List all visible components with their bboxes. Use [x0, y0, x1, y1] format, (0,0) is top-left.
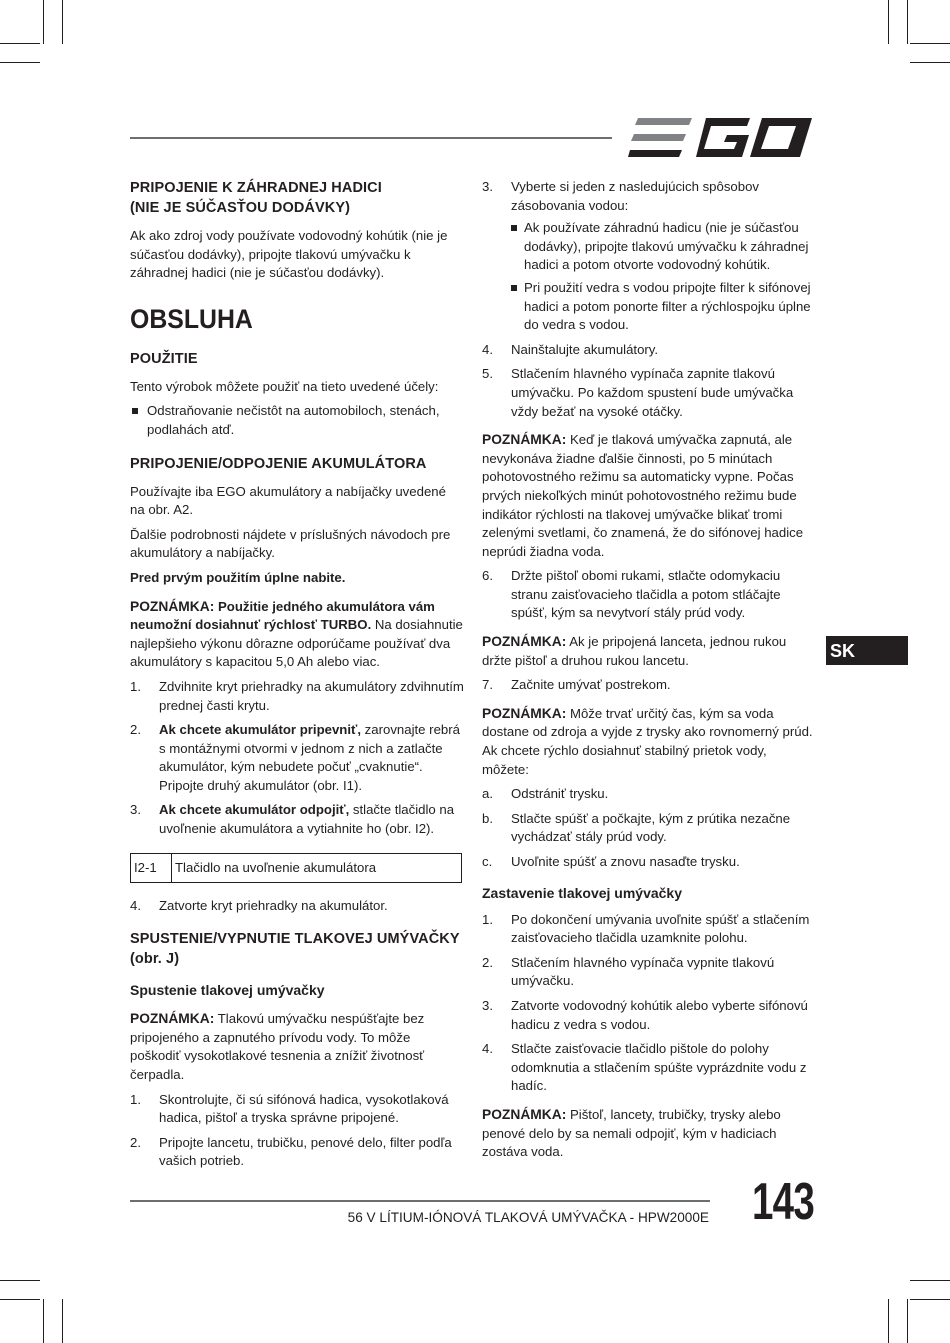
crop-mark	[888, 1299, 889, 1343]
list-item: Ak používate záhradnú hadicu (nie je súčasťou dodávky), pripojte tlakovú umývačku k záhradnej hadici a potom otvorte vodovodný kohútik.	[509, 219, 816, 275]
numbered-list	[482, 911, 816, 1096]
numbered-list	[482, 178, 816, 421]
ego-logo-g	[696, 118, 750, 157]
note-bold: Použitie jedného akumulátora vám neumožní dosiahnuť rýchlosť TURBO.	[130, 598, 435, 633]
crop-mark	[0, 62, 40, 63]
paragraph: Tento výrobok môžete použiť na tieto uvedené účely:	[130, 378, 439, 394]
list-item: 2. Ak chcete akumulátor pripevniť, zarovnajte rebrá s montážnymi otvormi v jednom z nich a zatlačte akumulátor, kým nebudete počuť „cvaknutie“. Pripojte druhý akumulátor (obr. I1).	[130, 722, 460, 793]
paragraph: Ak ako zdroj vody používate vodovodný kohútik (nie je súčasťou dodávky), pripojte tlakovú umývačku k záhradnej hadici (nie je súčasťou dodávky).	[130, 228, 448, 281]
section-title-use: POUŽITIE	[130, 350, 198, 367]
note	[482, 431, 816, 561]
ego-logo-o	[750, 118, 812, 157]
list-item: a. Odstrániť trysku.	[482, 786, 609, 802]
legend-table	[130, 853, 462, 883]
list-item: 3. Vyberte si jeden z nasledujúcich spôsobov zásobovania vodou: Ak používate záhradnú hadicu (nie je súčasťou dodávky), pripojte tlakovú umývačku k záhradnej hadici a potom otvorte vodovodný kohútik. Pri použití vedra s vodou pripojte filter k sifónovej hadici a potom ponorte filter a rýchlospojku úplne do vedra s vodou.	[482, 178, 816, 335]
note	[130, 598, 464, 672]
crop-mark	[43, 1299, 44, 1343]
note	[130, 1010, 464, 1084]
crop-mark	[43, 0, 44, 44]
list-item: Pri použití vedra s vodou pripojte filter k sifónovej hadici a potom ponorte filter a rýchlospojku úplne do vedra s vodou.	[509, 279, 816, 335]
paragraph: Ďalšie podrobnosti nájdete v príslušných návodoch pre akumulátory a nabíjačky.	[130, 526, 451, 561]
crop-mark	[0, 1299, 40, 1300]
note-text: Ak je pripojená lanceta, jednou rukou držte pištoľ a druhou rukou lancetu.	[482, 634, 787, 668]
list-item: c. Uvoľnite spúšť a znovu nasaďte trysku.	[482, 854, 740, 869]
lettered-list	[482, 785, 816, 871]
ego-logo-e	[628, 118, 692, 157]
language-tab: SK	[826, 636, 908, 665]
note-text: Keď je tlaková umývačka zapnutá, ale nevykonáva žiadne ďalšie činnosti, po 5 minútach pohotovostného režimu sa automaticky vypne. Počas prvých niekoľkých minút pohotovostného režimu bude indikátor rýchlosti na tlakovej umývačke blikať tromi zelenými svetlami, čo znamená, že do sifónovej hadice neprúdi žiadna voda.	[482, 432, 804, 559]
note-label: POZNÁMKA:	[482, 634, 567, 650]
crop-mark	[0, 1280, 40, 1281]
table-cell-code: I2-1	[131, 853, 172, 882]
list-item: Odstraňovanie nečistôt na automobiloch, stenách, podlahách atď.	[130, 402, 464, 439]
footer-rule	[130, 1200, 710, 1202]
crop-mark	[888, 0, 889, 44]
section-title-battery: PRIPOJENIE/ODPOJENIE AKUMULÁTORA	[130, 455, 427, 472]
list-item: 4. Zatvorte kryt priehradky na akumulátor.	[130, 897, 388, 913]
paragraph: Používajte iba EGO akumulátory a nabíjačky uvedené na obr. A2.	[130, 483, 446, 518]
crop-mark	[910, 62, 950, 63]
crop-mark	[910, 43, 950, 44]
note	[482, 633, 816, 670]
chapter-title: OBSLUHA	[130, 303, 253, 334]
note-label: POZNÁMKA:	[482, 705, 567, 721]
note	[482, 705, 816, 779]
right-column	[482, 178, 816, 1168]
list-item: 1. Skontrolujte, či sú sifónová hadica, vysokotlaková hadica, pištoľ a tryska správne pripojené.	[130, 1091, 449, 1126]
left-column	[130, 178, 464, 1177]
list-item: b. Stlačte spúšť a počkajte, kým z prútika nezačne vychádzať stály prúd vody.	[482, 810, 791, 845]
crop-mark	[0, 43, 40, 44]
list-item: 4. Nainštalujte akumulátory.	[482, 341, 659, 357]
list-item: 3. Zatvorte vodovodný kohútik alebo vyberte sifónovú hadicu z vedra s vodou.	[482, 997, 808, 1032]
note	[482, 1106, 816, 1162]
note-label: POZNÁMKA:	[130, 1011, 215, 1027]
ego-logo	[628, 117, 812, 159]
subsection-title: Zastavenie tlakovej umývačky	[482, 884, 683, 901]
note-text: Na dosiahnutie najlepšieho výkonu dôrazne odporúčame používať dva akumulátory s kapacitou 5,0 Ah alebo viac.	[130, 617, 463, 670]
paragraph-bold: Pred prvým použitím úplne nabite.	[130, 569, 346, 585]
list-item: 7. Začnite umývať postrekom.	[482, 677, 671, 693]
subsection-title: Spustenie tlakovej umývačky	[130, 982, 325, 999]
list-item: 6. Držte pištoľ obomi rukami, stlačte odomykaciu stranu zaisťovacieho tlačidla a potom stláčajte spúšť, kým sa nevytvorí stály prúd vody.	[482, 568, 781, 621]
crop-mark	[62, 1299, 63, 1343]
crop-mark	[62, 0, 63, 44]
list-item: 3. Ak chcete akumulátor odpojiť, stlačte tlačidlo na uvoľnenie akumulátora a vytiahnite ho (obr. I2).	[130, 802, 455, 837]
section-title-garden-hose: PRIPOJENIE K ZÁHRADNEJ HADICI (NIE JE SÚČASŤOU DODÁVKY)	[130, 180, 382, 216]
table-row	[131, 853, 462, 882]
section-title-start-stop: SPUSTENIE/VYPNUTIE TLAKOVEJ UMÝVAČKY (obr. J)	[130, 931, 460, 968]
numbered-list	[482, 567, 816, 623]
crop-mark	[907, 1299, 908, 1343]
note-text: Tlakovú umývačku nespúšťajte bez pripojeného a zapnutého prívodu vody. To môže poškodiť vysokotlakové tesnenia a znížiť životnosť čerpadla.	[130, 1011, 425, 1083]
header-rule	[130, 137, 612, 139]
list-item: 5. Stlačením hlavného vypínača zapnite tlakovú umývačku. Po každom spustení bude umývačka vždy bežať na vysoké otáčky.	[482, 366, 794, 419]
list-item: 1. Po dokončení umývania uvoľnite spúšť a stlačením zaisťovacieho tlačidla uzamknite polohu.	[482, 911, 810, 946]
numbered-list	[130, 897, 464, 916]
list-item: 4. Stlačte zaisťovacie tlačidlo pištole do polohy odomknutia a stlačením spúšte vyprázdnite vodu z hadíc.	[482, 1041, 807, 1094]
table-cell-label: Tlačidlo na uvoľnenie akumulátora	[172, 853, 462, 882]
crop-mark	[910, 1280, 950, 1281]
numbered-list	[130, 678, 464, 839]
crop-mark	[910, 1299, 950, 1300]
crop-mark	[907, 0, 908, 44]
list-item: 2. Pripojte lancetu, trubičku, penové delo, filter podľa vašich potrieb.	[130, 1134, 452, 1169]
bullet-list	[509, 219, 816, 335]
note-text: Pištoľ, lancety, trubičky, trysky alebo penové delo by sa nemali odpojiť, kým v hadiciach zostáva voda.	[482, 1106, 781, 1160]
note-label: POZNÁMKA:	[482, 1106, 567, 1122]
page-number: 143	[752, 1173, 814, 1231]
list-item: 2. Stlačením hlavného vypínača vypnite tlakovú umývačku.	[482, 954, 775, 989]
bullet-list	[130, 402, 464, 439]
list-item: 1. Zdvihnite kryt priehradky na akumulátory zdvihnutím prednej časti krytu.	[130, 678, 464, 713]
numbered-list	[482, 676, 816, 695]
numbered-list	[130, 1091, 464, 1171]
footer-title: 56 V LÍTIUM-IÓNOVÁ TLAKOVÁ UMÝVAČKA - HPW2000E	[347, 1210, 709, 1225]
note-text: Môže trvať určitý čas, kým sa voda dostane od zdroja a vyjde z trysky ako rovnomerný prúd. Ak chcete rýchlo dosiahnuť stabilný prietok vody, môžete:	[482, 705, 813, 777]
note-label: POZNÁMKA:	[130, 598, 215, 614]
note-label: POZNÁMKA:	[482, 432, 567, 448]
